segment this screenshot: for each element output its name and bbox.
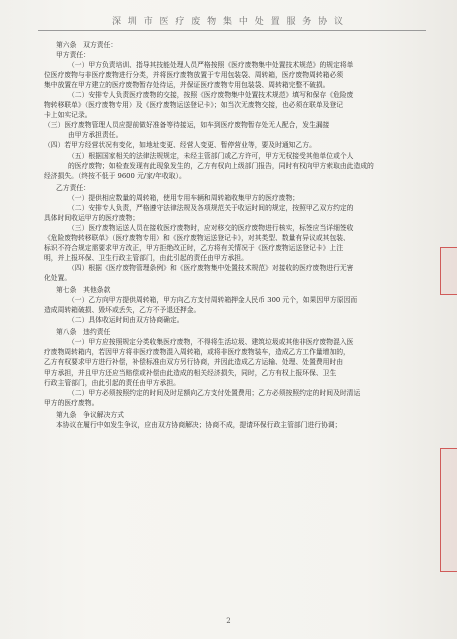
article-heading: 第九条 争议解决方式	[56, 410, 124, 419]
paragraph-line: 《危险废物转移联单》（医疗废物专用）和《医疗废物运送登记卡》，对其类型、数量有异议或其包装、	[44, 233, 350, 242]
paragraph-line: 疗废物周转箱内，若因甲方将非医疗废物混入周转箱，或将非医疗废物装车，造成乙方工作量增加的，	[44, 348, 350, 357]
seal-stamp-fragment	[440, 448, 457, 572]
paragraph-line: 集中放置在甲方建立的医疗废物暂存处待运，并保证医疗废物专用包装袋、周转箱完整不破损。	[44, 81, 330, 90]
paragraph-line: （一）甲方应按照规定分类收集医疗废物，不得将生活垃圾、建筑垃圾或其他非医疗废物混入医	[68, 338, 354, 347]
paragraph-line: （一）乙方向甲方提供周转箱，甲方向乙方支付周转箱押金人民币 300 元个，如果因甲方原因而	[68, 296, 358, 305]
paragraph-line: 由甲方承担责任。	[68, 131, 123, 140]
paragraph-line: 行政主管部门，由此引起的责任由甲方承担。	[44, 378, 180, 387]
header-rule	[38, 30, 426, 31]
paragraph-line: 乙方有权要求甲方进行补偿，补偿标准由双方另行协商，并因此造成乙方运输、处理、处置费用时由	[44, 358, 344, 367]
paragraph-line: 具体时间收运甲方的医疗废物；	[44, 213, 140, 222]
paragraph-line: （二）安排专人负责医疗废物的交接，按照《医疗废物集中处置技术规范》填写和保存《危险废	[68, 91, 354, 100]
paragraph-line: 的医疗废物；如检查发现有此现象发生的，乙方有权向上级部门报告，同时有权向甲方索取由此造成的	[68, 161, 374, 170]
subheading: 甲方责任：	[56, 51, 90, 60]
paragraph-line: 造成周转箱破损、毁坏或丢失，乙方不予退还押金。	[44, 306, 201, 315]
subheading: 乙方责任：	[56, 183, 90, 192]
paragraph-line: 化处置。	[44, 274, 72, 283]
paragraph-line: （三）医疗废物管理人员应提前做好准备等待接运，如车到医疗废物暂存处无人配合，发生漏接	[44, 121, 330, 130]
paragraph-line: （二）安排专人负责，严格遵守法律法规及各项规范关于收运时间的规定，按照甲乙双方约定的	[68, 203, 354, 212]
paragraph-line: 本协议在履行中如发生争议，应由双方协商解决；协商不成，提请环保行政主管部门进行协调；	[56, 420, 342, 429]
paragraph-line: （四）根据《医疗废物管理条例》和《医疗废物集中处置技术规范》对接收的医疗废物进行无害	[68, 264, 354, 273]
paragraph-line: （二）具体收运时间由双方协商确定。	[68, 316, 184, 325]
document-body	[44, 40, 428, 430]
paragraph-line: 经济损失。（终按不低于 9600 元/家/年收取）。	[44, 171, 186, 180]
page-number: 2	[226, 617, 231, 625]
paragraph-line: 位医疗废物与非医疗废物进行分类，并将医疗废物放置于专用包装袋、周转箱，医疗废物周转箱必须	[44, 71, 344, 80]
document-header: 深 圳 市 医 疗 废 物 集 中 处 置 服 务 协 议	[111, 17, 346, 27]
paragraph-line: （一）提供相应数量的周转箱，使用专用车辆和周转箱收集甲方的医疗废物；	[68, 193, 300, 202]
paragraph-line: （二）甲方必须按照约定的时间及时足额向乙方支付处置费用；乙方必须按照约定的时间及时清运	[68, 388, 361, 397]
paragraph-line: 甲方的医疗废物。	[44, 398, 99, 407]
article-heading: 第七条 其他条款	[56, 286, 111, 295]
seal-stamp-fragment	[440, 247, 457, 295]
paragraph-line: 标识不符合规定需要求甲方改正，甲方拒绝改正时，乙方将有关情况于《医疗废物运送登记卡》上注	[44, 243, 344, 252]
paragraph-line: （五）根据国家相关的法律法规规定，未经主管部门或乙方许可，甲方无权接受其他单位或个人	[68, 151, 354, 160]
article-heading: 第八条 违约责任	[56, 328, 111, 337]
paragraph-line: 明，并上报环保、卫生行政主管部门，由此引起的责任由甲方承担。	[44, 253, 248, 262]
paragraph-line: （四）若甲方经营状况有变化，如地址变更、经营人变更、暂停营业等，要及时通知乙方。	[44, 141, 316, 150]
paragraph-line: 物转移联单》（医疗废物专用）及《医疗废物运送登记卡》；如当次无废物交接，也必须在联单及登记	[44, 101, 344, 110]
paragraph-line: （三）医疗废物运送人员在接收医疗废物时，应对移交的医疗废物进行核实，标签应当详细签收	[68, 223, 354, 232]
article-heading: 第六条 双方责任：	[56, 41, 118, 49]
paragraph-line: 卡上如实记录。	[44, 111, 92, 120]
paragraph-line: （一）甲方负责培训、指导其技能处理人员严格按照《医疗废物集中处置技术规范》的规定将单	[68, 61, 354, 70]
paragraph-line: 甲方承担，并且甲方还应当赔偿或补偿由此造成的相关经济损失，同时，乙方有权上报环保、卫生	[44, 368, 337, 377]
